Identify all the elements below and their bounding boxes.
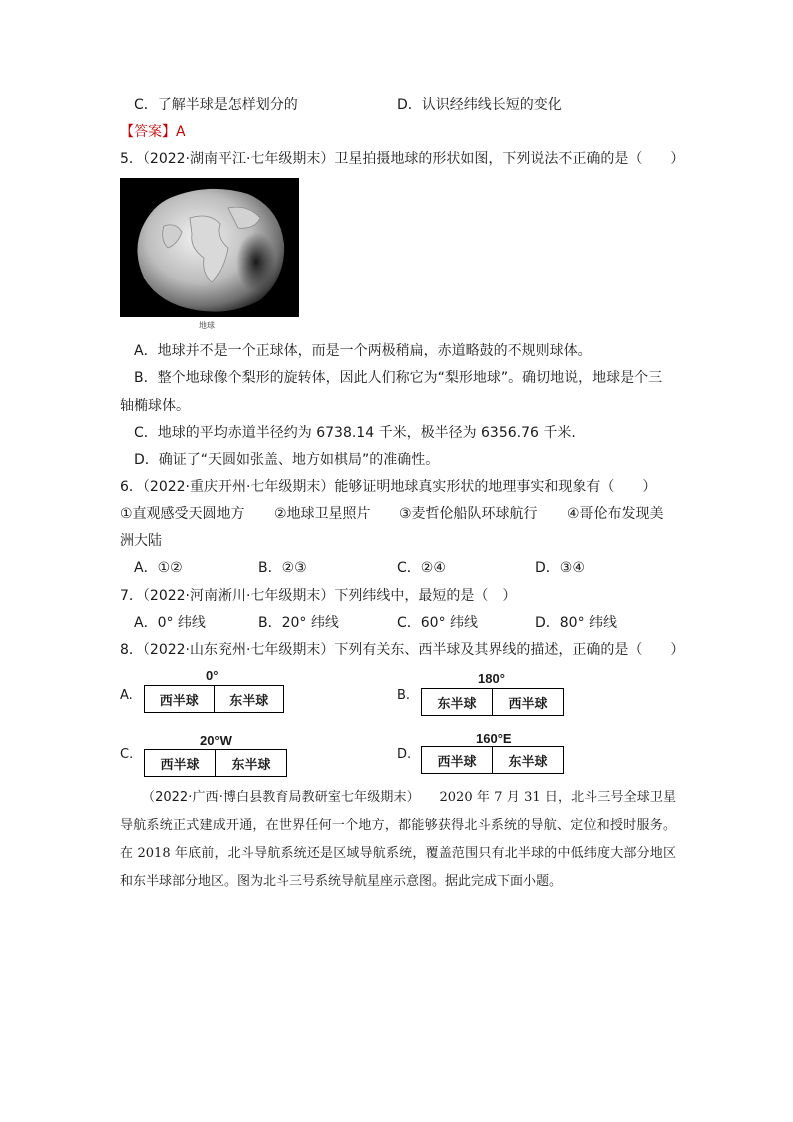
- answer-label: 【答案】: [120, 124, 176, 140]
- q8-option-d-boundary: 160°E: [476, 731, 512, 746]
- earth-satellite-image: [120, 178, 299, 317]
- q5-option-c: C．地球的平均赤道半径约为 6738.14 千米，极半径为 6356.76 千米.: [134, 425, 576, 441]
- q4-answer: [120, 122, 186, 142]
- hemisphere-left: 西半球: [437, 754, 477, 770]
- q5-option-d: D．确证了“天圆如张盖、地方如棋局”的准确性。: [134, 452, 440, 468]
- q7-option-b: B．20° 纬线: [258, 615, 339, 631]
- q4-option-d: D．认识经纬线长短的变化: [397, 97, 562, 113]
- q8-option-c-boundary: 20°W: [200, 733, 232, 748]
- answer-value: A: [176, 124, 186, 140]
- hemisphere-left: 西半球: [159, 693, 199, 709]
- q6-item-2: ②地球卫星照片: [274, 506, 371, 522]
- q8-option-b-letter: B.: [397, 688, 411, 703]
- q6-stem: 6．（2022·重庆开州·七年级期末）能够证明地球真实形状的地理事实和现象有（ ）: [120, 479, 657, 495]
- q6-option-d: D．③④: [535, 560, 585, 576]
- reading-passage: [120, 784, 676, 896]
- q8-option-c-diagram: [144, 749, 287, 777]
- q6-option-a: A．①②: [134, 560, 183, 576]
- q6-option-c: C．②④: [397, 560, 446, 576]
- q8-option-a-boundary: 0°: [206, 668, 219, 683]
- q8-option-b-boundary: 180°: [478, 671, 505, 686]
- passage-source: （2022·广西·博白县教育局教研室七年级期末）: [142, 790, 414, 805]
- q6-item-4: ④哥伦布发现美: [567, 506, 664, 522]
- hemisphere-right: 东半球: [214, 686, 284, 712]
- q7-stem: 7．（2022·河南淅川·七年级期末）下列纬线中，最短的是（ ）: [120, 588, 517, 604]
- q8-option-a-diagram: [144, 685, 284, 713]
- q6-item-1: ①直观感受天圆地方: [120, 506, 245, 522]
- q8-option-d-letter: D.: [397, 747, 412, 762]
- q5-option-b-cont: 轴椭球体。: [120, 398, 190, 414]
- q8-option-a-letter: A.: [120, 688, 133, 703]
- q5-option-a: A．地球并不是一个正球体，而是一个两极稍扁，赤道略鼓的不规则球体。: [134, 343, 592, 359]
- q8-option-d-diagram: [421, 746, 564, 774]
- q6-item-3: ③麦哲伦船队环球航行: [399, 506, 538, 522]
- q6-item-4-cont: 洲大陆: [120, 533, 162, 549]
- hemisphere-right: 东半球: [492, 747, 563, 773]
- hemisphere-right: 东半球: [215, 750, 286, 776]
- hemisphere-left: 东半球: [437, 696, 477, 712]
- q8-option-b-diagram: [421, 688, 564, 716]
- q7-option-a: A．0° 纬线: [134, 615, 206, 631]
- q6-option-b: B．②③: [258, 560, 307, 576]
- q5-option-b: B．整个地球像个梨形的旋转体，因此人们称它为“梨形地球”。确切地说，地球是个三: [134, 370, 663, 386]
- q8-stem: 8．（2022·山东兖州·七年级期末）下列有关东、西半球及其界线的描述，正确的是（ ）: [120, 642, 685, 658]
- q8-option-c-letter: C.: [120, 747, 134, 762]
- hemisphere-left: 西半球: [160, 757, 200, 773]
- q5-stem: 5．（2022·湖南平江·七年级期末）卫星拍摄地球的形状如图，下列说法不正确的是（ ）: [120, 151, 685, 167]
- q4-option-c: C．了解半球是怎样划分的: [134, 97, 298, 113]
- q7-option-c: C．60° 纬线: [397, 615, 479, 631]
- hemisphere-right: 西半球: [492, 689, 563, 715]
- passage-text: 2020 年 7 月 31 日，北斗三号全球卫星导航系统正式建成开通，在世界任何一个地方，都能够获得北斗系统的导航、定位和授时服务。在 2018 年底前，北斗导航系统还是区域导航系统，覆盖范围只有北半球的中低纬度大部分地区和东半球部分地区。图为北斗三号系统导航星座示意图。据此完成下面小题。: [120, 790, 676, 889]
- image-caption: 地球: [199, 321, 215, 330]
- q7-option-d: D．80° 纬线: [535, 615, 618, 631]
